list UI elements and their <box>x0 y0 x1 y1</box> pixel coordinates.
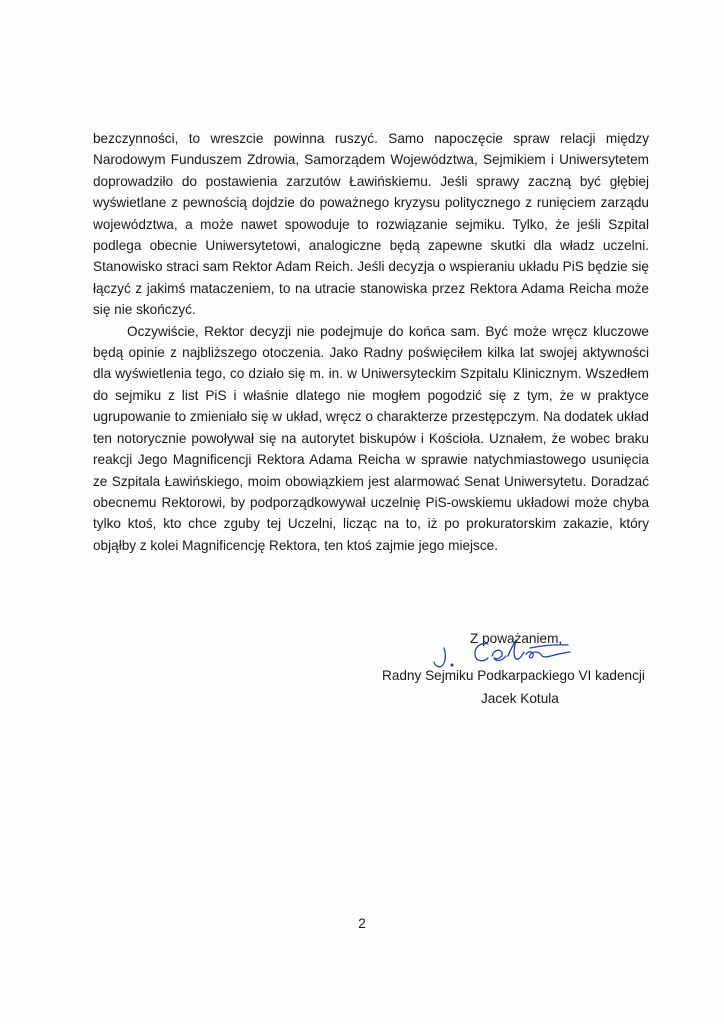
page-number: 2 <box>358 916 366 931</box>
signature-block <box>360 628 650 718</box>
closing-salutation: Z poważaniem, <box>470 631 563 646</box>
letter-body <box>93 128 649 556</box>
paragraph-continuation: bezczynności, to wreszcie powinna ruszyć. Samo napoczęcie spraw relacji między Narodowym Funduszem Zdrowia, Samorządem Województwa, Sejmikiem i Uniwersytetem doprowadziło do postawienia zarzutów Ławińskiemu. Jeśli sprawy zaczną być głębiej wyświetlane z pewnością dojdzie do poważnego kryzysu politycznego z runięciem zarządu województwa, a może nawet spowoduje to rozwiązanie sejmiku. Tylko, że jeśli Szpital podlega obecnie Uniwersytetowi, analogiczne będą zapewne skutki dla władz uczelni. Stanowisko straci sam Rektor Adam Reich. Jeśli decyzja o wspieraniu układu PiS będzie się łączyć z jakimś mataczeniem, to na utracie stanowiska przez Rektora Adama Reicha może się nie skończyć. <box>93 131 649 318</box>
paragraph-rector-decision: Oczywiście, Rektor decyzji nie podejmuje do końca sam. Być może wręcz kluczowe będą opinie z najbliższego otoczenia. Jako Radny poświęciłem kilka lat swojej aktywności dla wyświetlenia tego, co działo się m. in. w Uniwersyteckim Szpitalu Klinicznym. Wszedłem do sejmiku z list PiS i właśnie dlatego nie mogłem pogodzić się z tym, że w praktyce ugrupowanie to zmieniało się w układ, wręcz o charakterze przestępczym. Na dodatek układ ten notorycznie powoływał się na autorytet biskupów i Kościoła. Uznałem, że wobec braku reakcji Jego Magnificencji Rektora Adama Reicha w sprawie natychmiastowego usunięcia ze Szpitala Ławińskiego, moim obowiązkiem jest alarmować Senat Uniwersytetu. Doradzać obecnemu Rektorowi, by podporządkowywał uczelnię PiS-owskiemu układowi może chyba tylko ktoś, kto chce zguby tej Uczelni, licząc na to, iż po prokuratorskim zakazie, który objąłby z kolei Magnificencję Rektora, ten ktoś zajmie jego miejsce. <box>93 323 649 553</box>
signer-title: Radny Sejmiku Podkarpackiego VI kadencji <box>382 668 645 683</box>
signer-name: Jacek Kotula <box>481 691 559 706</box>
